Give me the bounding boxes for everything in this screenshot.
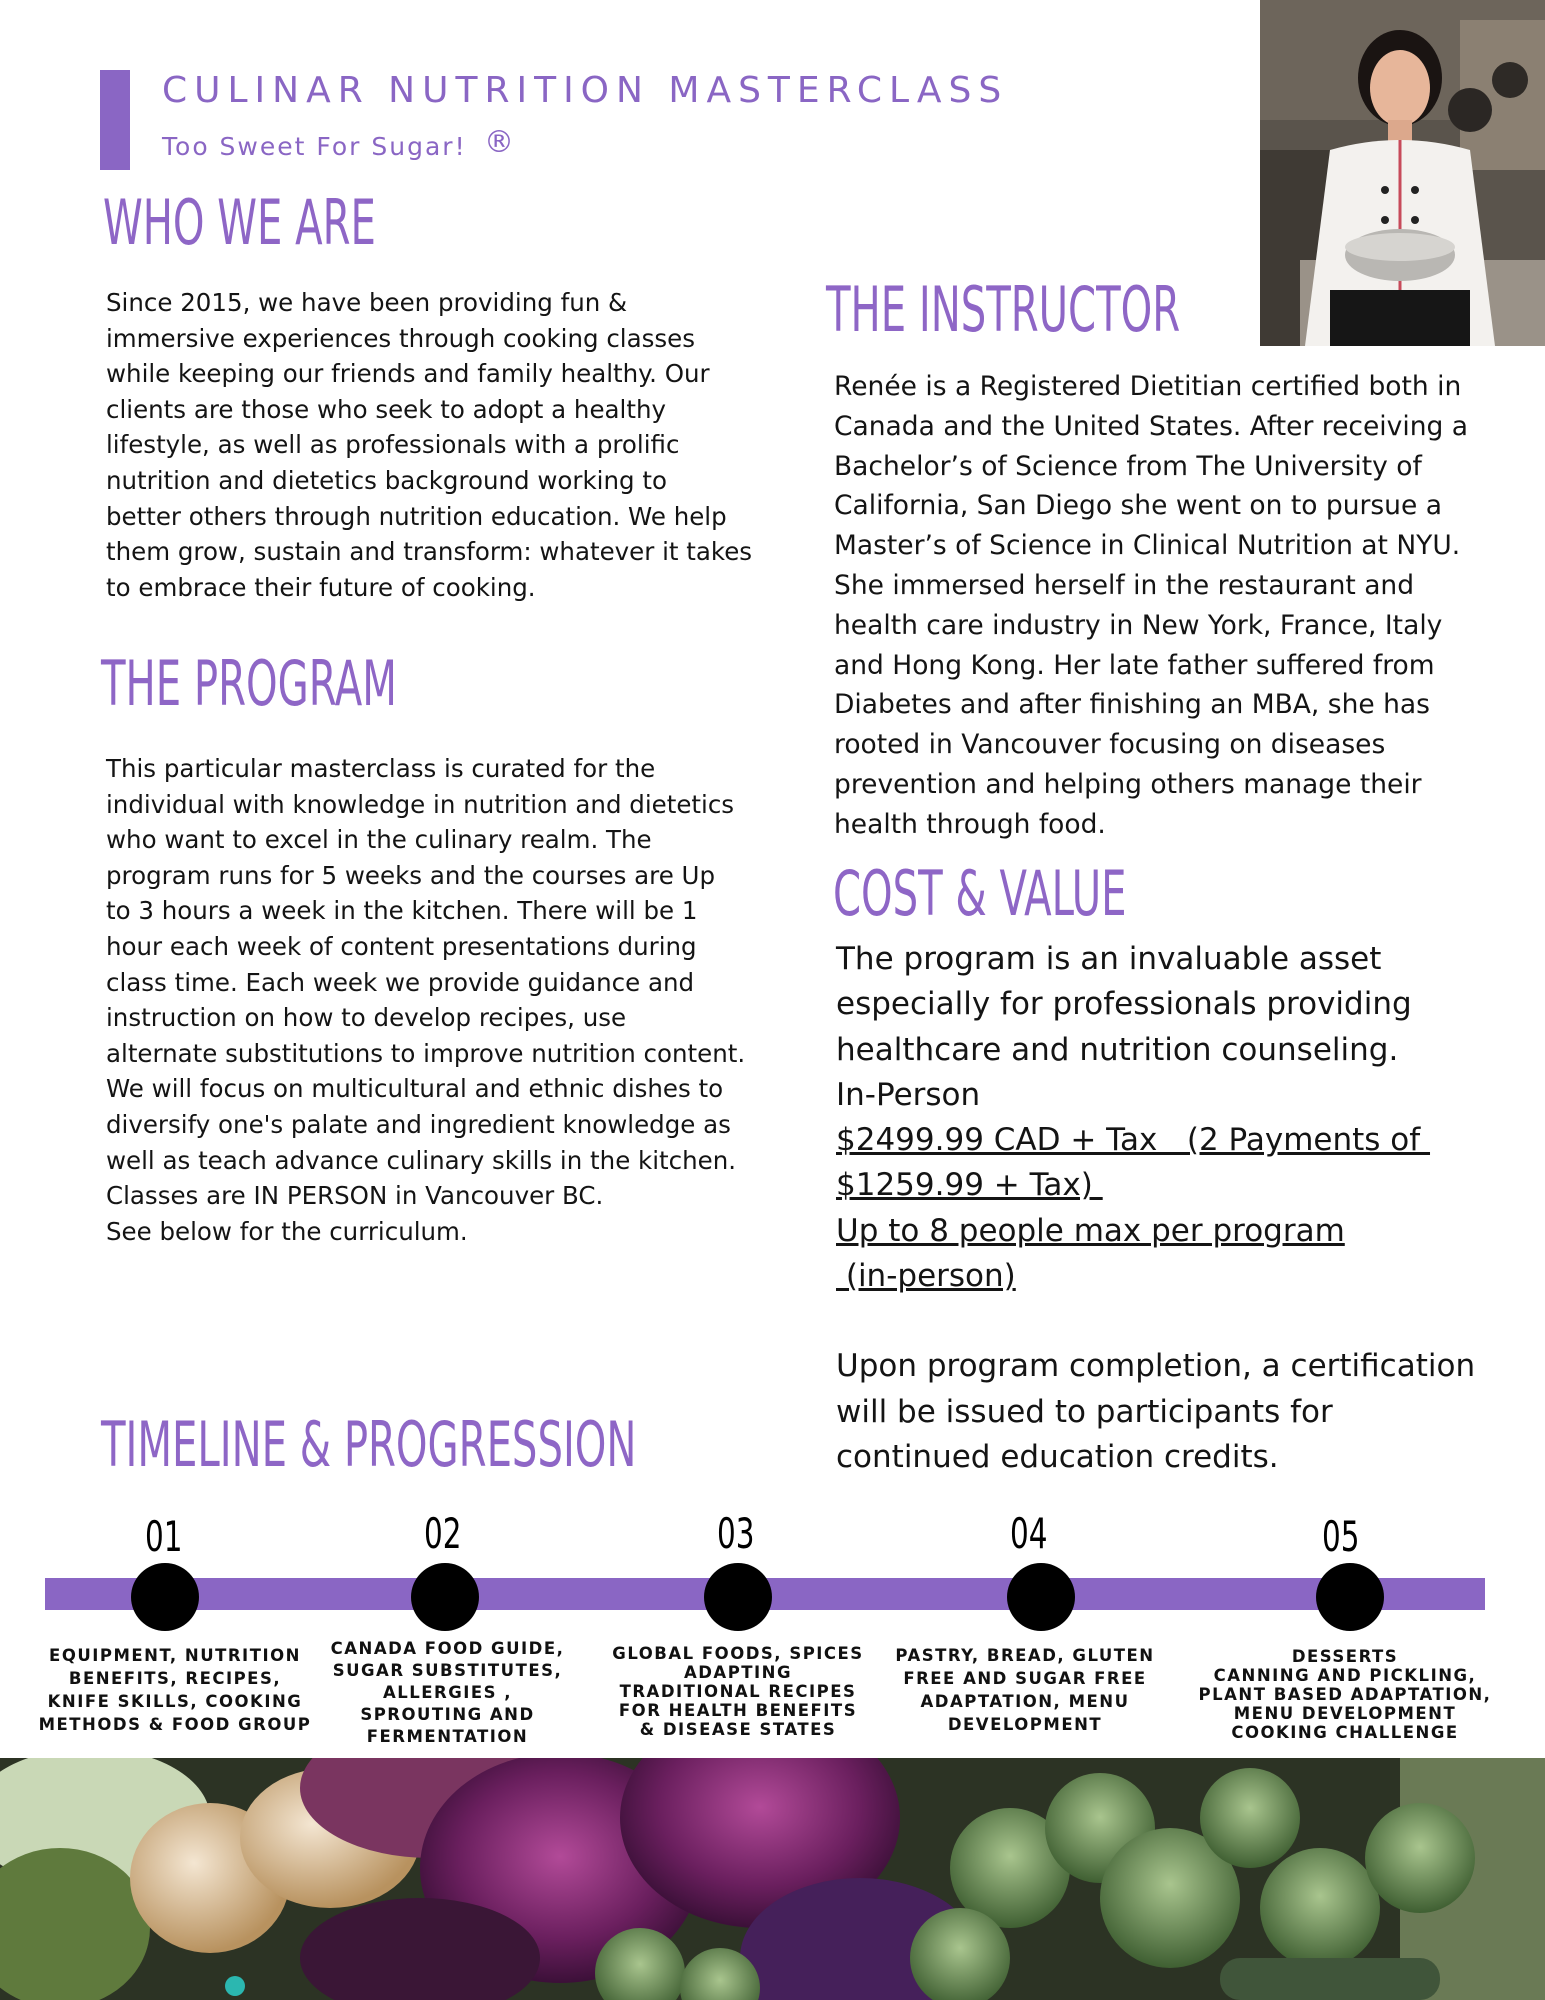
timeline-heading: TIMELINE & PROGRESSION (101, 1408, 637, 1481)
who-we-are-heading: WHO WE ARE (103, 186, 376, 259)
text-line: health care industry in New York, France, Italy (834, 609, 1443, 641)
timeline-dot (131, 1563, 199, 1631)
accent-bar (100, 70, 130, 170)
step-label (1195, 1647, 1495, 1742)
step-number: 04 (1010, 1509, 1048, 1558)
timeline-dot (411, 1563, 479, 1631)
text-line: and Hong Kong. Her late father suffered from (834, 649, 1435, 681)
label-line: KNIFE SKILLS, COOKING (47, 1692, 303, 1711)
cost-text (836, 937, 1516, 1480)
text-line: Master’s of Science in Clinical Nutrition at NYU. (834, 530, 1461, 562)
label-line: FREE AND SUGAR FREE (903, 1669, 1147, 1688)
step-label (598, 1644, 878, 1739)
program-heading: THE PROGRAM (101, 647, 397, 720)
text-line: program runs for 5 weeks and the courses are Up (106, 860, 716, 890)
instructor-heading: THE INSTRUCTOR (826, 273, 1181, 346)
label-line: MENU DEVELOPMENT (1233, 1704, 1457, 1723)
text-line: class time. Each week we provide guidance and (106, 967, 695, 997)
label-line: DEVELOPMENT (947, 1715, 1103, 1734)
program-text (106, 751, 746, 1249)
text-line: The program is an invaluable asset (836, 941, 1382, 977)
text-line: to 3 hours a week in the kitchen. There will be 1 (106, 896, 698, 926)
text-line: Canada and the United States. After receiving a (834, 410, 1468, 442)
step-number: 03 (717, 1509, 755, 1558)
label-line: GLOBAL FOODS, SPICES (612, 1644, 864, 1663)
label-line: METHODS & FOOD GROUP (38, 1715, 312, 1734)
label-line: FERMENTATION (366, 1727, 529, 1746)
label-line: ALLERGIES , (382, 1683, 513, 1702)
who-we-are-text (106, 285, 753, 605)
text-line: nutrition and dietetics background working to (106, 465, 667, 495)
text-line: We will focus on multicultural and ethnic dishes to (106, 1074, 724, 1104)
cost-heading: COST & VALUE (833, 857, 1127, 930)
delivery-mode: In-Person (836, 1076, 981, 1113)
text-line: lifestyle, as well as professionals with a prolific (106, 430, 680, 460)
text-line: rooted in Vancouver focusing on diseases (834, 729, 1386, 761)
label-line: TRADITIONAL RECIPES (619, 1682, 857, 1701)
label-line: COOKING CHALLENGE (1231, 1723, 1459, 1742)
label-line: EQUIPMENT, NUTRITION (49, 1646, 301, 1665)
text-line: Classes are IN PERSON in Vancouver BC. (106, 1181, 604, 1211)
label-line: SUGAR SUBSTITUTES, (332, 1661, 563, 1680)
text-line: individual with knowledge in nutrition and dietetics (106, 789, 735, 819)
step-label (30, 1644, 320, 1736)
text-line: Since 2015, we have been providing fun & (106, 288, 628, 317)
timeline-dot (1316, 1563, 1384, 1631)
text-line: This particular masterclass is curated for the (106, 754, 656, 783)
label-line: BENEFITS, RECIPES, (68, 1669, 282, 1688)
text-line: who want to excel in the culinary realm. The (106, 825, 652, 855)
capacity-line: Up to 8 people max per program (836, 1212, 1345, 1249)
text-line: will be issued to participants for (836, 1393, 1333, 1430)
text-line: health through food. (834, 808, 1106, 840)
timeline-dot (1007, 1563, 1075, 1631)
text-line: while keeping our friends and family healthy. Our (106, 359, 710, 389)
step-number: 05 (1322, 1512, 1360, 1561)
text-line: continued education credits. (836, 1438, 1279, 1475)
brand-title: CULINAR NUTRITION MASTERCLASS (162, 70, 1009, 111)
text-line: alternate substitutions to improve nutrition content. (106, 1038, 746, 1068)
text-line: prevention and helping others manage their (834, 768, 1422, 800)
text-line: them grow, sustain and transform: whatever it takes (106, 537, 753, 567)
text-line: She immersed herself in the restaurant and (834, 569, 1415, 601)
label-line: FOR HEALTH BENEFITS (618, 1701, 858, 1720)
text-line: Upon program completion, a certification (836, 1348, 1476, 1385)
text-line: to embrace their future of cooking. (106, 572, 536, 602)
label-line: DESSERTS (1291, 1647, 1399, 1666)
text-line: Renée is a Registered Dietitian certified both in (834, 371, 1462, 402)
step-label (310, 1638, 585, 1748)
instructor-text (834, 367, 1504, 845)
label-line: ADAPTATION, MENU (920, 1692, 1130, 1711)
spacer (836, 1299, 1516, 1344)
text-line: instruction on how to develop recipes, use (106, 1003, 627, 1033)
vegetable-banner (0, 1758, 1545, 2000)
text-line: especially for professionals providing (836, 986, 1412, 1023)
text-line: immersive experiences through cooking classes (106, 323, 695, 353)
step-number: 01 (145, 1512, 183, 1561)
text-line: diversify one's palate and ingredient knowledge as (106, 1109, 731, 1139)
instructor-photo (1260, 0, 1545, 346)
price-line: $1259.99 + Tax) (836, 1167, 1103, 1204)
text-line: Bachelor’s of Science from The University of (834, 450, 1422, 482)
step-label (885, 1644, 1165, 1736)
text-line: better others through nutrition education. We help (106, 501, 727, 531)
capacity-line: (in-person) (836, 1258, 1016, 1295)
text-line: clients are those who seek to adopt a healthy (106, 394, 666, 424)
label-line: CANNING AND PICKLING, (1213, 1666, 1477, 1685)
text-line: well as teach advance culinary skills in the kitchen. (106, 1145, 737, 1175)
tagline: Too Sweet For Sugar! (162, 132, 467, 161)
label-line: PLANT BASED ADAPTATION, (1198, 1685, 1492, 1704)
timeline-dot (704, 1563, 772, 1631)
text-line: See below for the curriculum. (106, 1216, 468, 1246)
label-line: CANADA FOOD GUIDE, (330, 1639, 565, 1658)
text-line: healthcare and nutrition counseling. (836, 1031, 1399, 1068)
step-number: 02 (424, 1509, 462, 1558)
label-line: ADAPTING (683, 1663, 793, 1682)
label-line: & DISEASE STATES (639, 1720, 837, 1739)
price-line: $2499.99 CAD + Tax (2 Payments of (836, 1122, 1431, 1159)
text-line: Diabetes and after finishing an MBA, she has (834, 689, 1430, 721)
text-line: hour each week of content presentations during (106, 931, 697, 961)
label-line: SPROUTING AND (360, 1705, 535, 1724)
text-line: California, San Diego she went on to pursue a (834, 490, 1442, 522)
registered-mark: ® (484, 125, 514, 160)
label-line: PASTRY, BREAD, GLUTEN (895, 1646, 1155, 1665)
